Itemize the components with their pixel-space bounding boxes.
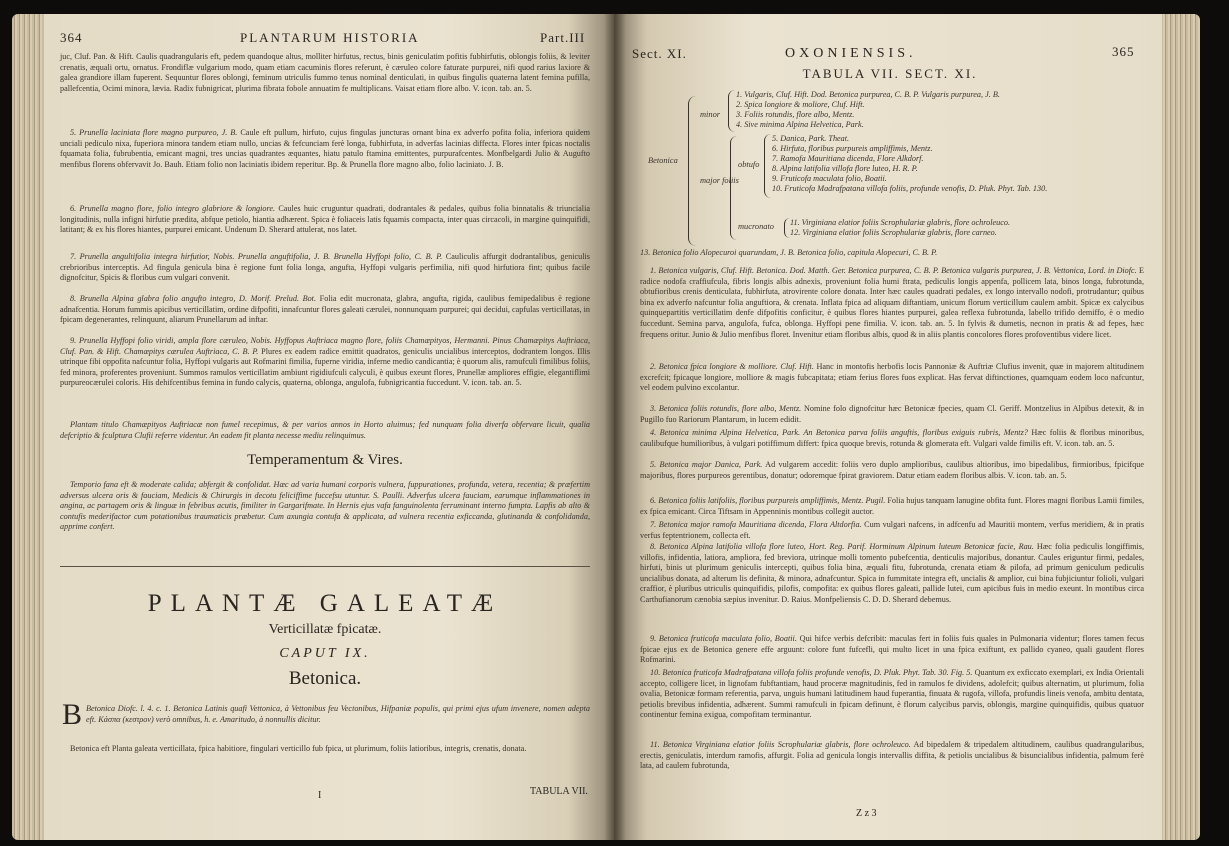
paragraph-betonica-5: 5. Betonica major Danica, Park. Ad vulgarem accedit: foliis vero duplo amplioribus, caulibus altioribus, imo bipedalibus, firmioribus, fpicifque majoribus, flores purpureos gerentibus, donatur; odoremque fpirat graviorem. Datur etiam eadem floribus albis. V. icon. tab. an. 5. [640, 460, 1144, 480]
paragraph-prunella-8: 8. Brunella Alpina glabra folio angufto integro, D. Morif. Prelud. Bot. Folia edit mucronata, glabra, angufta, rigida, caulibus femipedalibus è regione adnafcentia. Horum fummis apicibus verticillatim, ordine difpofiti, innafcuntur flores galeati cærulei, nonnunquam purpurei; qui decidui, capfulas verticillatas, in fpicam degenerantes, relinquunt, aliarum Prunellarum ad inftar. [60, 294, 591, 325]
key-item-6: 6. Hirfuta, floribus purpureis ampliffimis, Mentz. [772, 144, 933, 153]
chapter-title: PLANTÆ GALEATÆ [147, 590, 503, 617]
right-signature-mark: Z z 3 [856, 808, 877, 819]
paragraph-betonica-3: 3. Betonica foliis rotundis, flore albo, Mentz. Nomine folo dignofcitur hæc Betonicæ fpecies, quam Cl. Geriff. Montzelius in Alpibus detexit, & in Pugillo fuo Rariorum Plantarum, in lucem edidit. [640, 404, 1144, 424]
paragraph-betonica-11: 11. Betonica Virginiana elatior foliis Scrophulariæ glabris, flore ochroleuco. Ad bipedalem & tripedalem altitudinem, caulibus quadrangularibus, erectis, geniculatis, interdum ramofis, affurgit. Folia ad genicula longis intervallis diffita, & petiolis uncialibus & bisuncialibus infidentia, palmum ferè lata, ad caulem fubrotunda, [640, 740, 1144, 771]
paragraph-betonica-10: 10. Betonica fruticofa Madrafpatana villofa foliis profunde venofis, D. Pluk. Phyt. Tab. 30. Fig. 5. Quantum ex exficcato exemplari, ex India Orientali accepto, colligere licet, in lignofam fubftantiam, haud proceræ magnitudinis, fed in ramulos fe dividens, adolefcit; quibus alternatim, ut plurimum, folia ovalia, Betonicæ formam referentia, parva, unguis humani latitudinem haud fuperantia, finuata & rugofa, villofa, profundis lineis venofa, ambitu dentata, petiolis brevibus infidentia, adhærent. Summi ramufculi in fpicam definunt, è florum calycibus parvis, oblongis, margine quinquifidis, quibus quatuor continentur femina exigua, compofitam terminantur. [640, 668, 1145, 720]
key-minor-label: minor [700, 110, 721, 119]
catchword: TABULA VII. [530, 786, 588, 797]
key-item-12: 12. Virginiana elatior foliis Scrophulariæ glabris, flore carneo. [790, 228, 997, 237]
chapter-subtitle: Verticillatæ fpicatæ. [268, 622, 382, 637]
minor-brace [728, 90, 735, 132]
genus-brace [688, 96, 697, 246]
left-page-number: 364 [60, 30, 83, 45]
paragraph-betonica-6: 6. Betonica foliis latifoliis, floribus purpureis ampliffimis, Mentz. Pugil. Folia hujus tanquam lanugine obfita funt. Flores magni floribus Lamii fimiles, ex fpica emicant. Circa Tiftsam in Appenninis montibus collegit auctor. [640, 496, 1145, 516]
paragraph-betonica-8: 8. Betonica Alpina latifolia villofa flore luteo, Hort. Reg. Parif. Horminum Alpinum luteum Betonicæ facie, Rau. Hæc folia pediculis longiffimis, villofis, infidentia, latiora, ampliora, fed breviora, utrinque molli tomento pubefcentia, denticulis majoribus, donantur. Caules eriguntur firmi, pedales, hirfuti, binis ut plurimum geniculis intercepti, quibus folia bina, æquali fitu, fubrotunda, crenata etiam & pilofa, ad primum geniculum pediculis uncialibus donata, ad alterum lis definita, & minora, adnafcuntur. Spica in fummitate integra eft, uncialis & amplior, cui bina fubjiciuntur folioli, vulgari craffior, è pluribus utriculis quinquifidis, pilofis, compofita: ex quibus flores galeati, pallide lutei, cum apicibus fuis in medio exeunt. In montibus circa Carthufianorum cænobia sæpius invenitur. D. Raius. Monfpeliensis C. D. D. Sherard debemus. [640, 542, 1145, 604]
paragraph-betonica-9: 9. Betonica fruticofa maculata folio, Boatii. Qui hifce verbis defcribit: maculas fert in foliis fuis quales in Pulmonaria videntur; flores tamen fecus fpicae ejus ex de Betonica genere effe arguunt: colore funt fufcefli, qui multo licet in una fpica exiftunt, ex pallido cyaneo, quali gaudent flores Rofmarini. [640, 634, 1145, 665]
key-item-1: 1. Vulgaris, Cluf. Hift. Dod. Betonica purpurea, C. B. P. Vulgaris purpurea, J. B. [736, 90, 1000, 99]
page-edges-left [12, 14, 48, 840]
page-edges-right [1158, 14, 1200, 840]
paragraph-prunella-note: Plantam titulo Chamæpityos Auftriacæ non fumel recepimus, & per varios annos in Horto aluimus; fed nunquam folia diverfa obfervare licuit, qualia defcriptio & fculptura Clufii referre videntur. An eadem fit planta necesse mediu relinquimus. [60, 420, 590, 440]
paragraph-definition: Betonica eft Planta galeata verticillata, fpica habitiore, fingulari verticillo fub fpica, ut plurimum, foliis latioribus, integris, crenatis, donata. [70, 744, 527, 753]
paragraph-prunella-9: 9. Prunella Hyffopi folio viridi, ampla flore cæruleo, Nobis. Hyffopus Auftriaca magno flore, foliis Chamæpityos, Hermanni. Pinus Chamæpitys Auftriaca, Cluf. Pan. & Hift. Chamæpitys cærulea Auftriaca, C. B. P. Plures ex eadem radice emittit quadratos, geniculis uncialibus interceptos, dodrantem longos. Illis utrinque fibi oppofita nafcuntur folia, Hyffopi vulgaris aut Rofmarini fimilia, fuperne viridia, inferne medio candicantia; è quorum alis, ramufculi fimilibus foliis, fed minora, proferentes proveniunt. Summos ramulos verticillatim ambiunt rigidiufculi calyculi, è quibus exeunt flores, Prunellæ ampliores effigie, elegantiflimi purpureocærulei coloris. His dehifcentibus femina in fundo calycis, quaterna, oblonga, angulofa, fubnigricantia fuccedunt. V. icon. tab. an. 5. [60, 336, 591, 388]
major-brace [730, 136, 737, 240]
section-heading-vires: Temperamentum & Vires. [247, 452, 403, 468]
right-running-title: OXONIENSIS. [785, 46, 917, 61]
caput-label: CAPUT IX. [279, 646, 371, 661]
key-genus-label: Betonica [648, 156, 678, 165]
paragraph-continuation: juc, Cluf. Pan. & Hift. Caulis quadrangularis eft, pedem quandoque altus, molliter hirfutus, rectus, binis geniculatim pofitis fubhirfutis, oblongis foliis, & leviter crenatis, æquali ortu, ornatus. Frondiflæ vulgarium modo, quam etiam cacuminis flores referunt, è cæruleo colore faturate purpurei, nifi quod rarius laxiore & galea grandiore illam fuperent. Sequuntur flores oblongi, feminum utriculis fummo tenus nominal denticulati, in quibus fingulis quaterna latent femina pufilla, pallefcentia, Ocimi minora, lævia. Radix fubnigricat, plurima fibrata fobole annuatim fe multiplicans. Vaisat etiam flore albo. V. icon. tab. an. 5. [60, 52, 590, 93]
key-item-8: 8. Alpina latifolia villofa flore luteo, H. R. P. [772, 164, 918, 173]
signature-mark: I [318, 790, 322, 801]
key-item-11: 11. Virginiana elatior foliis Scrophulariæ glabris, flore ochroleuco. [790, 218, 1010, 227]
key-item-7: 7. Ramofa Mauritiana dicenda, Flore Alkdorf. [772, 154, 924, 163]
key-item-10: 10. Fruticofa Madrafpatana villofa foliis, profunde venofis, D. Pluk. Phyt. Tab. 130. [772, 184, 1048, 193]
key-item-3: 3. Foliis rotundis, flore albo, Mentz. [736, 110, 855, 119]
book-gutter [604, 14, 626, 840]
paragraph-betonica-2: 2. Betonica fpica longiore & molliore. Cluf. Hift. Hanc in montofis herbofis locis Pannoniæ & Auftriæ Clufius invenit, quæ in majorem altitudinem excrefcit; fpicaque longiore, molliore & magis fubcapitata; etiam ferius flores fuos explicat. Has fervat diftinctiones, quamquam eodem loco nafcuntur, vel eodem pulvino excolantur. [640, 362, 1145, 393]
paragraph-betonica-4: 4. Betonica minima Alpina Helvetica, Park. An Betonica parva foliis anguftis, floribus exiguis rubris, Mentz? Hæc foliis & floribus minoribus, caulibufque humilioribus, à vulgari potiffimum differt: fpica quoque brevis, rotunda & glomerata eft. Vulgari valde fimilis eft. V. icon. tab. an. 5. [640, 428, 1145, 448]
paragraph-prunella-7: 7. Prunella angultifolia integra hirfutior, Nobis. Prunella anguftifolia, J. B. Brunella Hyffopi folio, C. B. P. Cauliculis affurgit dodrantalibus, geniculis crebrioribus interceptis. Ad fingula genicula bina è regione funt folia longa, angufta, Hyffopi vulgaris perfimilia, nifi quod hirfutiora fint; quibus facile dignofcitur, Spicis & floribus cum vulgari convenit. [60, 252, 590, 283]
key-mucronato-label: mucronato [738, 222, 774, 231]
genus-title: Betonica. [288, 668, 362, 689]
table-title: TABULA VII. SECT. XI. [802, 66, 978, 81]
paragraph-prunella-5: 5. Prunella laciniata flore magno purpureo, J. B. Caule eft pullum, hirfuto, cujus fingulas juncturas ornant bina ex adverfo pofita folia, inferiora quidem unciali pediculo nixa, fuperiora minora tandem etiam nullo, uncias & fefcunciam ferè longa, fubhirfuta, in adverfas lacinias diffecta. Flores inter fpicas noctalis fquamata folia, fubrubentia, emicant magni, tres uncias quadrantes æquantes, hiatu patulo ftamina emittentes, purpurafcentes. Monfbelgardi Julio & Augufto menfibus florens obfervavit Jo. Bauh. Etiam folio non laciniatis ibidem reperitur. Bp. & Prunella flore magno albo, folio laciniato. J. B. [60, 128, 591, 169]
obtuso-brace [764, 134, 771, 198]
left-part-label: Part.III [540, 30, 586, 45]
key-obtuso-label: obtufo [738, 160, 760, 169]
key-item-2: 2. Spica longiore & moliore, Cluf. Hift. [736, 100, 865, 109]
drop-cap: B [62, 698, 83, 731]
right-section-label: Sect. XI. [632, 46, 687, 61]
right-page-number: 365 [1112, 44, 1135, 59]
key-item-4: 4. Sive minima Alpina Helvetica, Park. [736, 120, 864, 129]
section-rule [60, 566, 590, 567]
left-running-title: PLANTARUM HISTORIA [240, 30, 420, 45]
paragraph-betonica-1: 1. Betonica vulgaris, Cluf. Hift. Betonica. Dod. Matth. Ger. Betonica purpurea, C. B. P. Betonica vulgaris purpurea, J. B. Vettonica, Lord. in Diofc. E radice nodofa craffiufcula, fibris longis albis adnexis, proveniunt folia humi ftrata, pediculis longis appenfa, pollicem lata, binos longa, fubrotunda, obtufioribus crenis denticulata, fubhirfuta, atrovirente colore donata. Inter hæc caules quadrati pedales, ex longo intervallo nodofi, protrudantur; quibus bina ex adverfo nafcuntur folia anguftiora, & crenata. Inflata fpica ad aliquam diftantiam, unicum florum verticillum caulem ambit. Spicæ ex calycibus quinquepartitis verticillatim denfe difpofitis conficitur, è quibus flores hiantes purpurei, galea reflexa fubrotunda, labello trifido demiffo, è o medio fuccedunt. Semina parva, angulofa, fufca, oblonga. Hyffopi pene fimilia. V. icon. tab. an. 5. In fylvis & dumetis, necnon in pratis & ad fepes, hæc frequens oritur. Junio & Julio menfibus floret. Invenitur etiam floribus albis, quod & in aliis plantis concolores flores profoventibus videre licet. [640, 266, 1144, 339]
paragraph-prunella-6: 6. Prunella magno flore, folio integro glabriore & longiore. Caules huic cruguntur quadrati, dodrantales & pedales, quibus folia binnatalis & triuncialia longitudinis, nulla infigni hirfutie prædita, abfque petiolo, hiantia adhærent. Spica è foliaceis latis fquamis compacta, inter quas circacoli, in margine quinquifidi, latitant; & ex his flores hiantes, purpurei emicant. Undenum D. Sherard attulerat, nos latet. [60, 204, 590, 235]
paragraph-intro: Betonica Diofc. l. 4. c. 1. Betonica Latinis quafi Vettonica, à Vettonibus feu Vectonibus, Hifpaniæ populis, qui primi ejus ufum invenere, nomen adepta eft. Kάσπα (κεστρον) verò omnibus, h. e. Amaritudo, à nonnullis dicitur. [86, 704, 590, 724]
paragraph-betonica-7: 7. Betonica major ramofa Mauritiana dicenda, Flora Altdorfia. Cum vulgari nafcens, in adfcenfu ad Mauritii montem, verfus meridiem, & in pratis verfus feptentrionem, collecta eft. [640, 520, 1145, 540]
key-item-9: 9. Fruticofa maculata folio, Boatii. [772, 174, 887, 183]
key-item-5: 5. Danica, Park. Theat. [772, 134, 850, 143]
key-item-13: 13. Betonica folio Alopecuroi quarundam, J. B. Betonica folio, capitula Alopecuri, C. B. P. [640, 248, 938, 257]
paragraph-vires: Temporio fana eft & moderate calida; abfergit & confolidat. Hæc ad varia humani corporis vulnera, fuppurationes, profunda, vetera, recentia; & præfertim adversus ulcera oris & fauciam, Medicis & Chirurgis in decotu feliciffime fuccefsu utuntur. S. Paulli. Adverfus ulcera fauciam, earumque inflammationes in angina, ac partagem oris & linguæ in febribus acutis, fimiliter in Gargarifmate. In Hernis ejus vafa fanguinolenta ferruminant interno fumpta. Lapfis ab alto & contufis mederifactor cum potationibus traumaticis præbetur. Cum axungia contufa & applicata, ad vulnera recentia exficcanda, glutinanda & confolidanda, apprime confert. [60, 480, 590, 532]
key-major-label: major foliis [700, 176, 739, 185]
